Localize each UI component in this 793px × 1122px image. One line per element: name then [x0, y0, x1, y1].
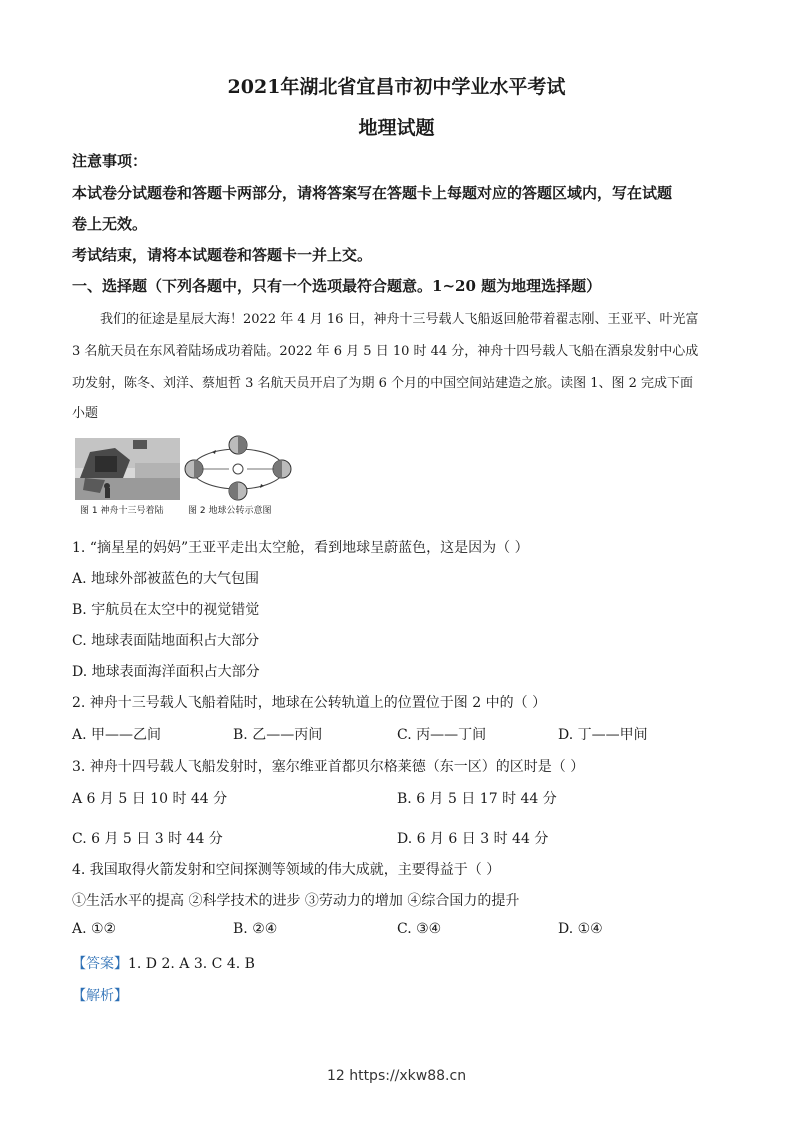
earth-orbit-diagram	[182, 435, 294, 503]
question-4-option-d: D. ①④	[558, 921, 603, 937]
question-1-option-d: D. 地球表面海洋面积占大部分	[72, 664, 260, 680]
section-heading: 一、选择题（下列各题中，只有一个选项最符合题意。1~20 题为地理选择题）	[72, 277, 602, 295]
answer-block	[72, 953, 255, 973]
question-3-option-b: B. 6 月 5 日 17 时 44 分	[397, 791, 557, 807]
analysis-label: 【解析】	[72, 988, 128, 1004]
question-1-option-a: A. 地球外部被蓝色的大气包围	[72, 571, 260, 587]
question-2-option-a: A. 甲——乙间	[72, 727, 162, 743]
notice-line-3: 考试结束，请将本试题卷和答题卡一并上交。	[72, 246, 373, 264]
passage-line-3: 功发射，陈冬、刘洋、蔡旭哲 3 名航天员开启了为期 6 个月的中国空间站建造之旅。读图 1、图 2 完成下面	[72, 376, 694, 391]
question-4-option-a: A. ①②	[72, 921, 117, 937]
question-1-option-b: B. 宇航员在太空中的视觉错觉	[72, 602, 260, 618]
landing-photo-image	[75, 438, 180, 500]
answer-text: 1. D 2. A 3. C 4. B	[128, 956, 255, 972]
exam-subtitle: 地理试题	[358, 117, 435, 139]
exam-title: 2021年湖北省宜昌市初中学业水平考试	[227, 76, 566, 98]
passage-line-1: 我们的征途是星辰大海！2022 年 4 月 16 日，神舟十三号载人飞船返回舱带着翟志刚、王亚平、叶光富	[100, 312, 699, 327]
question-4-option-b: B. ②④	[233, 921, 278, 937]
question-4-statements: ①生活水平的提高 ②科学技术的进步 ③劳动力的增加 ④综合国力的提升	[72, 893, 520, 909]
question-2-option-d: D. 丁——甲间	[558, 727, 648, 743]
page-footer: 12 https://xkw88.cn	[326, 1068, 467, 1084]
question-2-option-b: B. 乙——丙间	[233, 727, 323, 743]
question-3-stem: 3. 神舟十四号载人飞船发射时，塞尔维亚首都贝尔格莱德（东一区）的区时是（ ）	[72, 759, 585, 775]
question-2-option-c: C. 丙——丁间	[397, 727, 487, 743]
figure-1-caption: 图 1 神舟十三号着陆	[80, 506, 164, 516]
question-3-option-d: D. 6 月 6 日 3 时 44 分	[397, 831, 549, 847]
question-1-stem: 1. “摘星星的妈妈”王亚平走出太空舱，看到地球呈蔚蓝色，这是因为（ ）	[72, 540, 529, 556]
question-1-option-c: C. 地球表面陆地面积占大部分	[72, 633, 260, 649]
question-4-option-c: C. ③④	[397, 921, 442, 937]
question-2-stem: 2. 神舟十三号载人飞船着陆时，地球在公转轨道上的位置位于图 2 中的（ ）	[72, 695, 547, 711]
question-4-stem: 4. 我国取得火箭发射和空间探测等领域的伟大成就，主要得益于（ ）	[72, 862, 501, 878]
notice-heading: 注意事项：	[72, 152, 148, 170]
figure-2-caption: 图 2 地球公转示意图	[188, 506, 272, 516]
answer-label: 【答案】	[72, 956, 128, 972]
passage-line-2: 3 名航天员在东风着陆场成功着陆。2022 年 6 月 5 日 10 时 44 分，神舟十四号载人飞船在酒泉发射中心成	[72, 344, 699, 359]
question-3-option-a: A 6 月 5 日 10 时 44 分	[72, 791, 228, 807]
question-3-option-c: C. 6 月 5 日 3 时 44 分	[72, 831, 223, 847]
notice-line-1: 本试卷分试题卷和答题卡两部分，请将答案写在答题卡上每题对应的答题区域内，写在试题	[72, 184, 673, 202]
notice-line-2: 卷上无效。	[72, 215, 148, 233]
passage-line-4: 小题	[72, 406, 99, 421]
figure-1-landing-photo	[75, 438, 180, 500]
figure-2-revolution-diagram	[182, 435, 294, 503]
